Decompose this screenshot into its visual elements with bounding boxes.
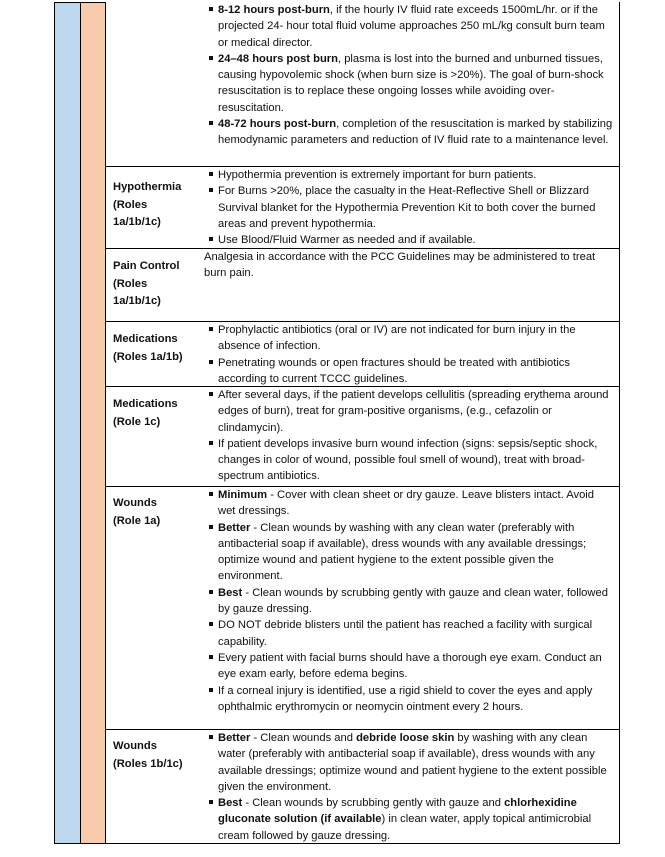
list-item: Better - Clean wounds and debride loose skin by washing with any clean water (preferably with antibacterial soap if available), dress wounds with any available dressings; optimize wound and patient hygiene to the extent possible given the environment. (206, 730, 613, 795)
table-row-wounds-1a (105, 487, 619, 730)
bullet-icon (209, 188, 213, 192)
bullet-list (206, 322, 613, 387)
row-content (206, 2, 613, 149)
bullet-icon (209, 590, 213, 594)
bullet-list (206, 487, 613, 715)
blue-phase-column (54, 2, 81, 844)
list-item: 24–48 hours post burn, plasma is lost into the burned and unburned tissues, causing hypovolemic shock (when burn size is >20%). The goal of burn-shock resuscitation is to replace these ongoing losses while avoiding over-resuscitation. (206, 51, 613, 116)
bullet-icon (209, 360, 213, 364)
list-item: 48-72 hours post-burn, completion of the resuscitation is marked by stabilizing hemodynamic parameters and reduction of IV fluid rate to a maintenance level. (206, 116, 613, 149)
document-page (54, 2, 620, 844)
bullet-icon (209, 655, 213, 659)
list-item: Penetrating wounds or open fractures should be treated with antibiotics according to current TCCC guidelines. (206, 355, 613, 388)
list-item: Best - Clean wounds by scrubbing gently with gauze and chlorhexidine gluconate solution (if available) in clean water, apply topical antimicrobial cream followed by gauze dressing. (206, 795, 613, 844)
list-item: DO NOT debride blisters until the patient has reached a facility with surgical capability. (206, 617, 613, 650)
bullet-list (206, 730, 613, 844)
bullet-icon (209, 441, 213, 445)
row-content (206, 322, 613, 387)
bullet-icon (209, 7, 213, 11)
row-content (206, 487, 613, 715)
list-item: Every patient with facial burns should have a thorough eye exam. Conduct an eye exam early, before edema begins. (206, 650, 613, 683)
row-content (206, 167, 613, 248)
bullet-icon (209, 327, 213, 331)
row-content (206, 730, 613, 844)
table-row-hypothermia (105, 167, 619, 249)
bullet-icon (209, 492, 213, 496)
bullet-list (206, 167, 613, 248)
table-row-medications-1a-1b (105, 322, 619, 387)
bullet-list (206, 387, 613, 485)
list-item: After several days, if the patient develops cellulitis (spreading erythema around edges of burn), treat for gram-positive organisms, (e.g., cefazolin or clindamycin). (206, 387, 613, 436)
row-content (206, 387, 613, 485)
table-row-pain-control (105, 249, 619, 322)
bullet-icon (209, 237, 213, 241)
bullet-icon (209, 392, 213, 396)
paragraph: Analgesia in accordance with the PCC Guidelines may be administered to treat burn pain. (204, 251, 596, 280)
row-label-pain-control: Pain Control (Roles 1a/1b/1c) (113, 260, 180, 307)
list-item: Best - Clean wounds by scrubbing gently with gauze and clean water, followed by gauze dressing. (206, 585, 613, 618)
bullet-icon (209, 735, 213, 739)
list-item: Minimum - Cover with clean sheet or dry gauze. Leave blisters intact. Avoid wet dressings. (206, 487, 613, 520)
bullet-icon (209, 622, 213, 626)
table-row-medications-1c (105, 387, 619, 487)
bullet-icon (209, 800, 213, 804)
orange-phase-column (81, 2, 106, 844)
bullet-icon (209, 688, 213, 692)
list-item: 8-12 hours post-burn, if the hourly IV fluid rate exceeds 1500mL/hr. or if the projected 24- hour total fluid volume approaches 250 mL/kg consult burn team or medical director. (206, 2, 613, 51)
list-item: Hypothermia prevention is extremely important for burn patients. (206, 167, 613, 183)
list-item: For Burns >20%, place the casualty in the Heat-Reflective Shell or Blizzard Survival blanket for the Hypothermia Prevention Kit to both cover the burned areas and prevent hypothermia. (206, 183, 613, 232)
row-content (204, 249, 613, 282)
row-label-medications-1c: Medications (Role 1c) (113, 398, 178, 428)
list-item: If patient develops invasive burn wound infection (signs: sepsis/septic shock, changes in color of wound, possible foul smell of wound), treat with broad-spectrum antibiotics. (206, 436, 613, 485)
row-label-wounds-1b-1c: Wounds (Roles 1b/1c) (113, 740, 183, 770)
row-label-medications-1a-1b: Medications (Roles 1a/1b) (113, 333, 183, 363)
bullet-icon (209, 172, 213, 176)
table-row-fluid-resuscitation (105, 2, 619, 167)
table-row-wounds-1b-1c (105, 730, 619, 844)
guideline-table (105, 2, 620, 844)
list-item: Better - Clean wounds by washing with any clean water (preferably with antibacterial soap if available), dress wounds with any available dressings; optimize wound and patient hygiene to the extent possible given the environment. (206, 520, 613, 585)
bullet-icon (209, 121, 213, 125)
list-item: If a corneal injury is identified, use a rigid shield to cover the eyes and apply ophthalmic erythromycin or neomycin ointment every 2 hours. (206, 683, 613, 716)
list-item: Prophylactic antibiotics (oral or IV) are not indicated for burn injury in the absence of infection. (206, 322, 613, 355)
bullet-icon (209, 56, 213, 60)
row-label-wounds-1a: Wounds (Role 1a) (113, 497, 161, 527)
row-label-hypothermia: Hypothermia (Roles 1a/1b/1c) (113, 181, 182, 228)
list-item: Use Blood/Fluid Warmer as needed and if available. (206, 232, 613, 248)
bullet-icon (209, 525, 213, 529)
bullet-list (206, 2, 613, 149)
